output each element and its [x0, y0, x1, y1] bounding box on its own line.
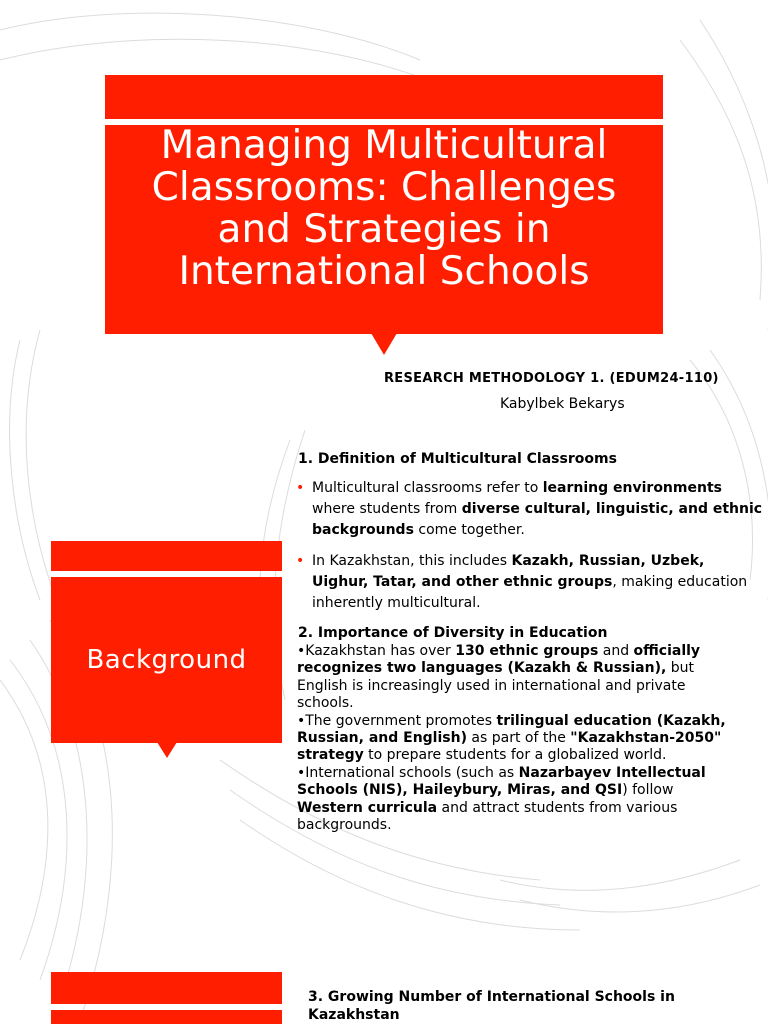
title-pointer [371, 333, 397, 355]
bullet-dot-icon: • [296, 480, 305, 496]
section2-body [297, 643, 727, 834]
section-pointer [157, 742, 177, 758]
section3-heading: 3. Growing Number of International Schools in Kazakhstan [308, 989, 675, 1023]
title-accent-bar [105, 75, 663, 119]
section-label: Background [86, 645, 247, 675]
section1-heading: 1. Definition of Multicultural Classrooms [298, 451, 617, 467]
title-box [105, 125, 663, 334]
next-section-label-box [51, 1010, 282, 1024]
page-title: Managing Multicultural Classrooms: Challenges and Strategies in International Schools [151, 123, 617, 294]
bullet-dot-icon: • [296, 553, 305, 569]
course-code: RESEARCH METHODOLOGY 1. (EDUM24-110) [384, 371, 719, 386]
section-accent-bar [51, 541, 282, 571]
section-label-box [51, 577, 282, 743]
section1-bullets [296, 478, 764, 624]
paragraph: •International schools (such as Nazarbayev Intellectual Schools (NIS), Haileybury, Miras, and QSI) follow Western curricula and attract students from various backgrounds. [297, 764, 706, 834]
author-name: Kabylbek Bekarys [500, 396, 625, 412]
paragraph: •The government promotes trilingual education (Kazakh, Russian, and English) as part of the "Kazakhstan-2050" strategy to prepare students for a globalized world. [297, 712, 726, 764]
section2-heading: 2. Importance of Diversity in Education [298, 625, 608, 641]
next-section-accent-bar [51, 972, 282, 1004]
list-item: • Multicultural classrooms refer to learning environments where students from diverse cultural, linguistic, and ethnic backgrounds come together. [296, 480, 763, 538]
list-item: • In Kazakhstan, this includes Kazakh, Russian, Uzbek, Uighur, Tatar, and other ethnic groups, making education inherently multicultural. [296, 553, 748, 611]
paragraph: •Kazakhstan has over 130 ethnic groups and officially recognizes two languages (Kazakh & Russian), but English is increasingly used in international and private schools. [297, 643, 701, 712]
